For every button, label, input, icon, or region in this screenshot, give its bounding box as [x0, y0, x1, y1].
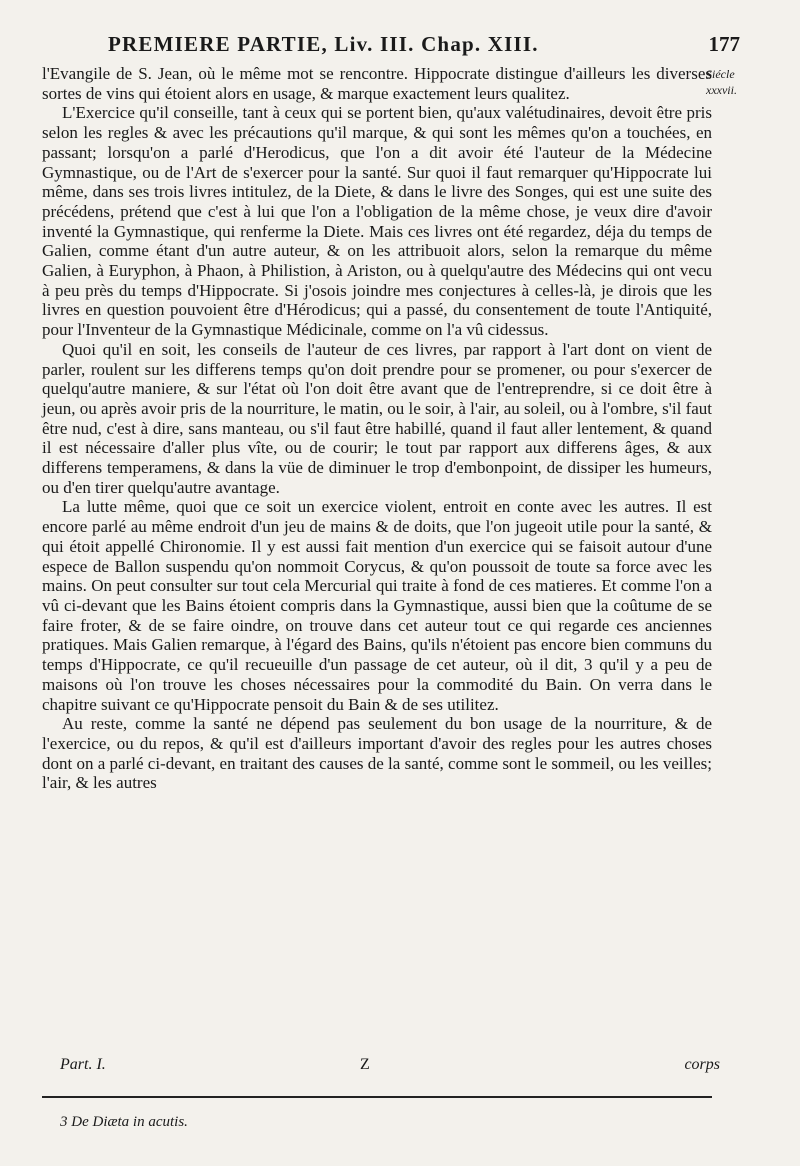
- paragraph: Quoi qu'il en soit, les conseils de l'auteur de ces livres, par rapport à l'art dont on vient de parler, roulent sur les differens temps qu'on doit prendre pour se promener, ou pour s'exercer de quelqu'autre maniere, & sur l'état où l'on doit être avant que de l'entreprendre, si ce doit être à jeun, ou après avoir pris de la nourriture, le matin, ou le soir, à l'air, au soleil, ou à l'ombre, s'il faut être nud, c'est à dire, sans manteau, ou s'il faut être habillé, quand il faut aller lentement, & quand il est nécessaire d'aller plus vîte, ou de courir; le tout par rapport aux differens âges, & aux differens temperamens, & dans la vüe de diminuer le trop d'embonpoint, de dissiper les humeurs, ou d'en tirer quelqu'autre avantage.: [42, 339, 712, 497]
- footnote-rule: [42, 1096, 712, 1098]
- margin-note: [706, 66, 766, 98]
- signature-part: Part. I.: [60, 1056, 106, 1073]
- page-number: 177: [708, 32, 740, 56]
- margin-note-line: xxxvii.: [706, 83, 737, 97]
- footnote: 3 De Diæta in acutis.: [60, 1114, 188, 1130]
- body-text: [42, 64, 712, 793]
- running-header: [40, 32, 740, 66]
- signature-line: [60, 1056, 720, 1078]
- signature-mark: Z: [360, 1056, 370, 1073]
- paragraph: l'Evangile de S. Jean, où le même mot se rencontre. Hippocrate distingue d'ailleurs les diverses sortes de vins qui étoient alors en usage, & marque exactement leurs qualitez.: [42, 64, 712, 103]
- paragraph: La lutte même, quoi que ce soit un exercice violent, entroit en conte avec les autres. Il est encore parlé au même endroit d'un jeu de mains & de doits, que l'on jugeoit utile pour la santé, & qui étoit appellé Chironomie. Il y est aussi fait mention d'un exercice qui se faisoit autour d'une espece de Ballon suspendu qu'on nommoit Corycus, & qu'on poussoit de toute sa force avec les mains. On peut consulter sur tout cela Mercurial qui traite à fond de ces matieres. Et comme l'on a vû ci-devant que les Bains étoient compris dans la Gymnastique, aussi bien que la coûtume de se faire froter, & de se faire oindre, on trouve dans cet auteur tout ce qui regarde ces anciennes pratiques. Mais Galien remarque, à l'égard des Bains, qu'ils n'étoient pas encore bien communs du temps d'Hippocrate, ce qu'il recueuille d'un passage de cet auteur, où il dit, 3 qu'il y a peu de maisons où l'on trouve les choses nécessaires pour la commodité du Bain. On verra dans le chapitre suivant ce qu'Hippocrate pensoit du Bain & de ses utilitez.: [42, 497, 712, 714]
- catchword: corps: [684, 1056, 720, 1073]
- margin-note-line: Siécle: [706, 67, 735, 81]
- paragraph: Au reste, comme la santé ne dépend pas seulement du bon usage de la nourriture, & de l'exercice, ou du repos, & qu'il est d'ailleurs important d'avoir des regles pour les autres choses dont on a parlé ci-devant, en traitant des causes de la santé, comme sont le sommeil, ou les veilles; l'air, & les autres: [42, 714, 712, 793]
- paragraph: L'Exercice qu'il conseille, tant à ceux qui se portent bien, qu'aux valétudinaires, devoit être pris selon les regles & avec les précautions qu'il marque, & qui sont les mêmes qu'on a touchées, en passant; lorsqu'on a parlé d'Herodicus, que l'on a dit avoir été l'auteur de la Médecine Gymnastique, ou de l'Art de s'exercer pour la santé. Sur quoi il faut remarquer qu'Hippocrate lui même, dans ses trois livres intitulez, de la Diete, & dans le livre des Songes, qui est une suite des précédens, prétend que c'est à lui que l'on a l'obligation de la même chose, je veux dire d'avoir inventé la Gymnastique, qui renferme la Diete. Mais ces livres ont été regardez, déja du temps de Galien, comme étant d'un autre auteur, & on les attribuoit alors, selon la remarque du même Galien, à Euryphon, à Phaon, à Philistion, à Ariston, ou à quelqu'autre des Médecins qui ont vecu à peu près du temps d'Hippocrate. Si j'osois joindre mes conjectures à celles-là, je dirois que les livres en question pouvoient être d'Hérodicus; qui a passé, du consentement de toute l'Antiquité, pour l'Inventeur de la Gymnastique Médicinale, comme on l'a vû cidessus.: [42, 103, 712, 340]
- running-title: PREMIERE PARTIE, Liv. III. Chap. XIII.: [108, 32, 539, 56]
